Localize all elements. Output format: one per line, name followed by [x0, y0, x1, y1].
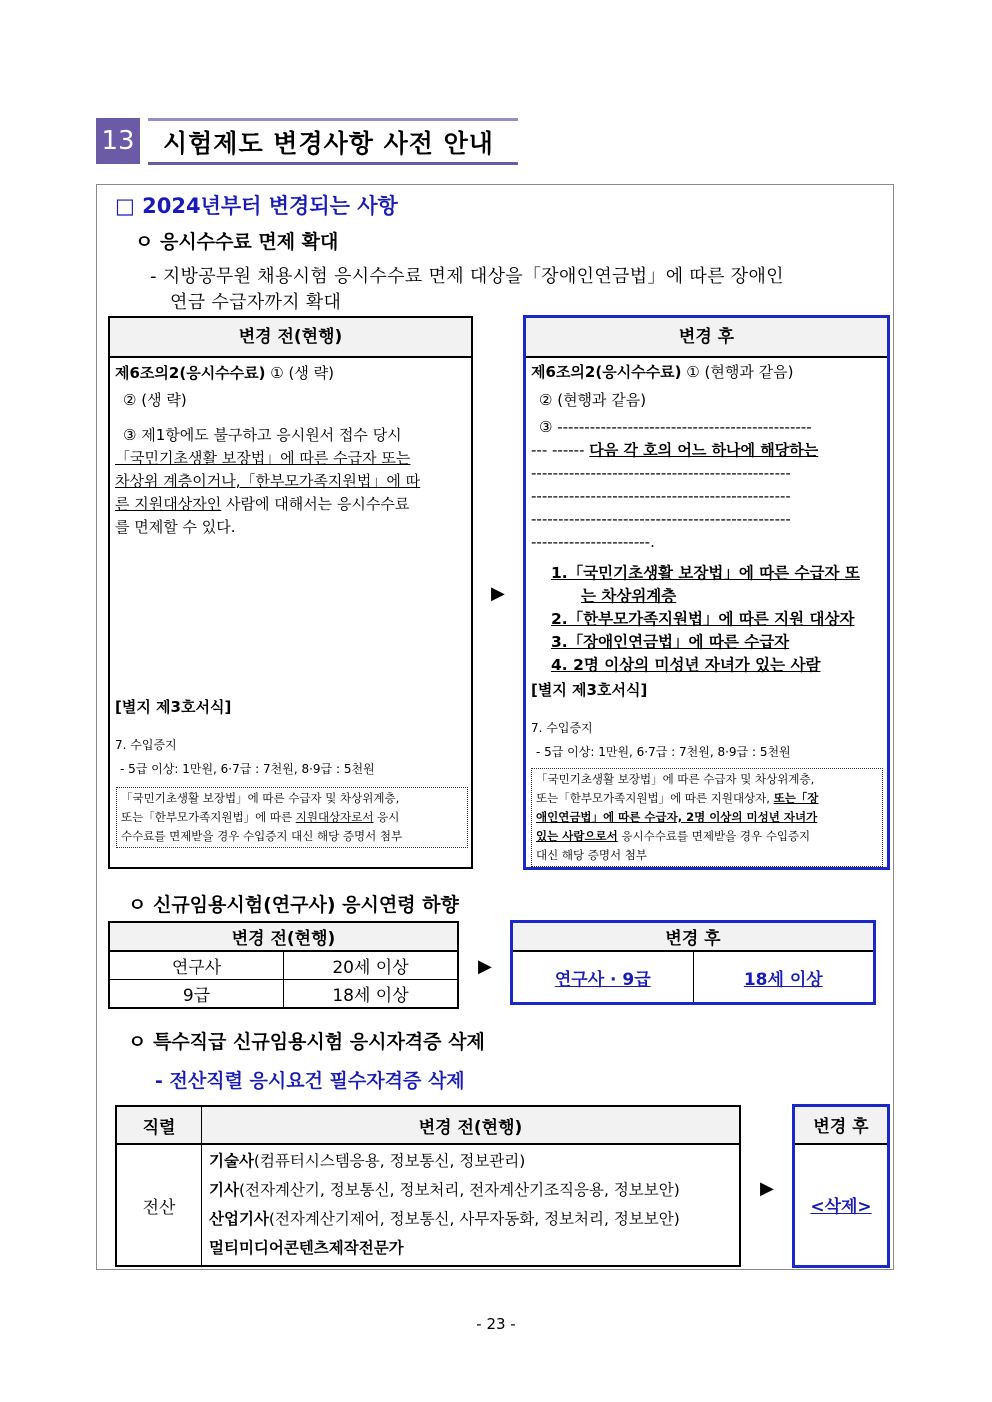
cert-line: [209, 1147, 735, 1176]
cert-name: 기사: [209, 1181, 239, 1199]
form-fee: - 5급 이상: 1만원, 6·7급 : 7천원, 8·9급 : 5천원: [120, 762, 375, 776]
note-line: 「국민기초생활 보장법」에 따른 수급자 및 차상위계층,: [121, 791, 400, 805]
cert-line: [209, 1205, 735, 1234]
note-text: 있는 사람으로서: [536, 829, 618, 843]
age-row-series: 연구사: [109, 951, 284, 980]
clause3-line: [531, 439, 883, 462]
main-heading: □ 2024년부터 변경되는 사항: [115, 194, 398, 218]
form-note: [531, 768, 883, 867]
form-title: [별지 제3호서식]: [115, 698, 232, 716]
list-item: 3.「장애인연금법」에 따른 수급자: [551, 633, 790, 651]
fee-after-box: [523, 315, 890, 870]
cert-fields: (컴퓨터시스템응용, 정보통신, 정보관리): [253, 1152, 526, 1170]
item1-desc-line2: 연금 수급자까지 확대: [170, 292, 342, 313]
note-line: [121, 808, 463, 827]
clause3-line: ------------------------------------------------: [531, 487, 791, 505]
note-line: 대신 해당 증명서 첨부: [536, 848, 647, 862]
clause3-line: ------------------------------------------------: [531, 510, 791, 528]
cert-after-deleted: <삭제>: [810, 1197, 872, 1218]
form-title: [별지 제3호서식]: [531, 681, 648, 699]
cert-list: [202, 1144, 741, 1266]
age-before-header: 변경 전(현행): [109, 922, 458, 951]
clause3-line: ------------------------------------------------: [531, 464, 791, 482]
cert-name: 산업기사: [209, 1210, 269, 1228]
form-fee: - 5급 이상: 1만원, 6·7급 : 7천원, 8·9급 : 5천원: [536, 745, 791, 759]
article-clause1: ① (현행과 같음): [681, 363, 794, 381]
series-name: 전산: [116, 1144, 202, 1266]
clause3-line: 차상위 계층이거나,「한부모가족지원법」에 따: [115, 472, 421, 490]
note-line: 수수료를 면제받을 경우 수입증지 대신 해당 증명서 첨부: [121, 829, 403, 843]
article-title: 제6조의2(응시수수료): [115, 364, 266, 382]
list-item: 1.「국민기초생활 보장법」에 따른 수급자 또: [551, 564, 860, 582]
section-title-rule-bottom: [148, 162, 518, 165]
clause3-line: ③ 제1항에도 불구하고 응시원서 접수 당시: [123, 426, 402, 444]
cert-line: [209, 1176, 735, 1205]
fee-before-box: [108, 316, 473, 869]
item1-title: ㅇ 응시수수료 면제 확대: [135, 231, 339, 253]
note-text: 또는「장: [773, 791, 819, 805]
clause3-line: 른 지원대상자인: [115, 495, 222, 513]
cert-fields: (전자계산기제어, 정보통신, 사무자동화, 정보처리, 정보보안): [268, 1210, 680, 1228]
note-text: 응시: [373, 810, 400, 824]
age-row-value: 18세 이상: [284, 980, 459, 1009]
item1-desc-line1: - 지방공무원 채용시험 응시수수료 면제 대상을「장애인연금법」에 따른 장애인: [150, 266, 784, 287]
note-line: [536, 827, 878, 846]
item2-title: ㅇ 신규임용시험(연구사) 응시연령 하향: [128, 894, 459, 916]
page-number: - 23 -: [476, 1315, 516, 1333]
form-item: 7. 수입증지: [531, 721, 593, 735]
fee-before-body: [115, 362, 467, 539]
col-series: 직렬: [116, 1106, 202, 1144]
clause3-body: [115, 447, 467, 539]
clause3-line: 「국민기초생활 보장법」에 따른 수급자 또는: [115, 449, 411, 467]
age-after-value: 18세 이상: [743, 969, 823, 990]
new-items-list: [531, 562, 883, 677]
clause3-line: ③ -----------------------------------------------: [539, 418, 812, 436]
age-after-header: 변경 후: [512, 922, 875, 952]
note-text: 응시수수료를 면제받을 경우 수입증지: [617, 829, 811, 843]
article-clause2: ② (생 략): [123, 391, 187, 409]
change-arrow-icon: ▶: [760, 1178, 774, 1199]
section-title: 시험제도 변경사항 사전 안내: [163, 129, 494, 158]
age-row-series: 9급: [109, 980, 284, 1009]
fee-after-body: [531, 361, 883, 677]
note-line: 애인연금법」에 따른 수급자, 2명 이상의 미성년 자녀가: [536, 810, 818, 824]
clause3-line: 사람에 대해서는 응시수수료: [221, 495, 410, 513]
age-after-series: 연구사 · 9급: [554, 969, 651, 990]
age-after-table: [510, 920, 876, 1005]
note-text: 또는「한부모가족지원법」에 따른 지원대상자,: [536, 791, 774, 805]
age-before-table: [108, 921, 459, 1009]
list-item: 는 차상위계층: [581, 587, 677, 605]
article-title: 제6조의2(응시수수료): [531, 363, 682, 381]
note-line: [536, 789, 878, 808]
cert-fields: (전자계산기, 정보통신, 정보처리, 전자계산기조직응용, 정보보안): [238, 1181, 680, 1199]
note-line: 「국민기초생활 보장법」에 따른 수급자 및 차상위계층,: [536, 772, 815, 786]
note-text: 또는「한부모가족지원법」에 따른: [121, 810, 296, 824]
article-clause1: ① (생 략): [265, 364, 334, 382]
item3-title: ㅇ 특수직급 신규임용시험 응시자격증 삭제: [128, 1031, 485, 1053]
fee-after-header: 변경 후: [526, 318, 887, 358]
form-item: 7. 수입증지: [115, 738, 177, 752]
cert-after-table: [792, 1104, 890, 1268]
change-arrow-icon: ▶: [491, 583, 505, 604]
section-number: 13: [96, 118, 140, 164]
list-item: 4. 2명 이상의 미성년 자녀가 있는 사람: [551, 656, 821, 674]
change-arrow-icon: ▶: [478, 956, 492, 977]
list-item: 2.「한부모가족지원법」에 따른 지원 대상자: [551, 610, 855, 628]
cert-before-table: [115, 1105, 741, 1267]
cert-line: [209, 1234, 735, 1263]
clause3-new-text: 다음 각 호의 어느 하나에 해당하는: [589, 441, 819, 459]
cert-name: 기술사: [209, 1152, 254, 1170]
note-text: 지원대상자로서: [295, 810, 374, 824]
form-note: [116, 787, 468, 848]
col-after: 변경 후: [794, 1106, 889, 1144]
item3-sub: - 전산직렬 응시요건 필수자격증 삭제: [155, 1070, 465, 1092]
cert-name: 멀티미디어콘텐츠제작전문가: [209, 1239, 404, 1257]
clause3-line: ----------------------.: [531, 533, 655, 551]
col-before: 변경 전(현행): [202, 1106, 741, 1144]
article-clause3: [115, 424, 467, 447]
fee-before-header: 변경 전(현행): [110, 318, 471, 358]
age-row-value: 20세 이상: [284, 951, 459, 980]
clause3-line: 를 면제할 수 있다.: [115, 518, 236, 536]
section-title-rule-top: [148, 118, 518, 121]
article-clause2: ② (현행과 같음): [539, 391, 647, 409]
clause3-dashes: --- ------: [531, 441, 590, 459]
